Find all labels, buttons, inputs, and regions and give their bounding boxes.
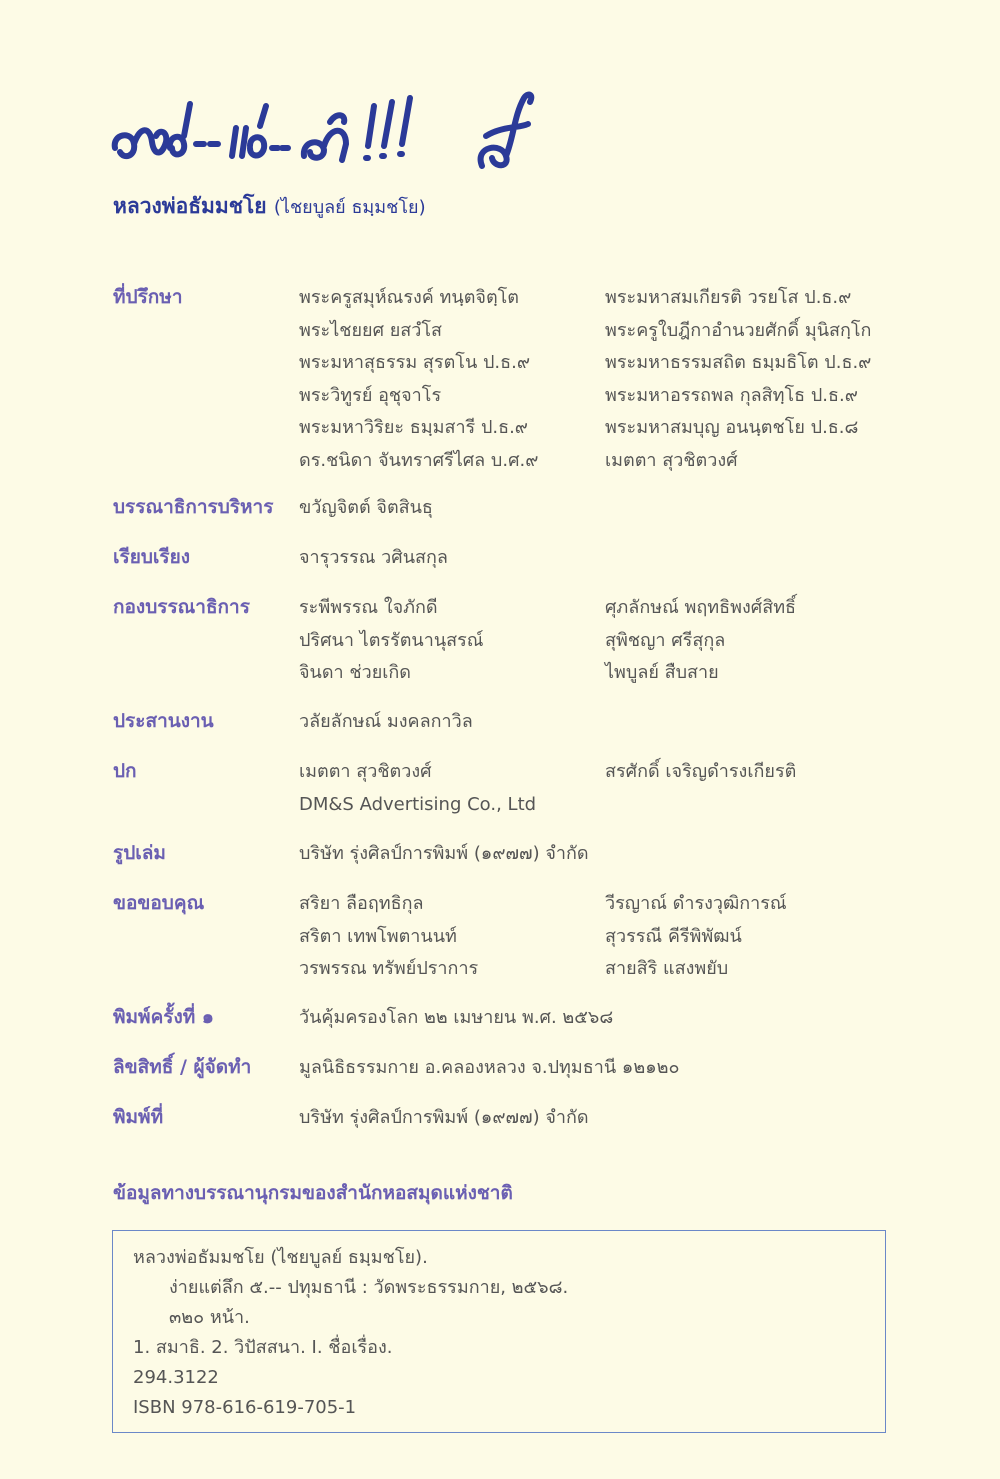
handwritten-title-logo xyxy=(110,86,550,178)
credit-name: สรศักดิ์ เจริญดำรงเกียรติ xyxy=(605,761,797,782)
cip-line: 1. สมาธิ. 2. วิปัสสนา. I. ชื่อเรื่อง. xyxy=(133,1337,393,1358)
cip-line: ง่ายแต่ลึก ๕.-- ปทุมธานี : วัดพระธรรมกาย, ๒๕๖๘. xyxy=(169,1277,569,1298)
credit-name: มูลนิธิธรรมกาย อ.คลองหลวง จ.ปทุมธานี ๑๒๑๒๐ xyxy=(299,1057,680,1078)
credit-name: พระมหาวิริยะ ธมฺมสารี ป.ธ.๙ xyxy=(299,417,528,438)
credit-label: พิมพ์ที่ xyxy=(113,1106,164,1128)
credit-names-left xyxy=(299,706,599,739)
credit-name: เมตตา สุวชิตวงศ์ xyxy=(605,449,738,471)
cip-line: ISBN 978-616-619-705-1 xyxy=(133,1397,357,1418)
credit-label: ขอขอบคุณ xyxy=(113,892,205,914)
author-monastic-name: (ไชยบูลย์ ธมฺมชโย) xyxy=(273,197,426,218)
credit-name: พระมหาสมบุญ อนนฺตชโย ป.ธ.๘ xyxy=(605,417,859,438)
credit-label: เรียบเรียง xyxy=(113,546,191,568)
credit-names-left xyxy=(299,1102,599,1135)
credit-label: กองบรรณาธิการ xyxy=(113,596,250,618)
credit-name: วรพรรณ ทรัพย์ปราการ xyxy=(299,958,479,979)
author-name: หลวงพ่อธัมมชโย xyxy=(113,194,267,218)
credit-name: พระมหาอรรถพล กุลสิทฺโธ ป.ธ.๙ xyxy=(605,384,858,406)
cip-line: ๓๒๐ หน้า. xyxy=(169,1307,250,1328)
credit-label: ปก xyxy=(113,760,137,782)
credit-name: DM&S Advertising Co., Ltd xyxy=(299,793,537,815)
credit-names-left xyxy=(299,756,599,821)
credit-name: ไพบูลย์ สืบสาย xyxy=(605,662,719,683)
credit-name: วันคุ้มครองโลก ๒๒ เมษายน พ.ศ. ๒๕๖๘ xyxy=(299,1007,614,1028)
credit-name: บริษัท รุ่งศิลป์การพิมพ์ (๑๙๗๗) จำกัด xyxy=(299,1107,589,1128)
credit-name: วลัยลักษณ์ มงคลกาวิล xyxy=(299,711,473,732)
cip-line: หลวงพ่อธัมมชโย (ไชยบูลย์ ธมฺมชโย). xyxy=(133,1247,428,1268)
credit-name: สุพิชญา ศรีสุกุล xyxy=(605,629,726,651)
credit-label: บรรณาธิการบริหาร xyxy=(113,496,274,518)
credit-name: พระมหาสุธรรม สุรตโน ป.ธ.๙ xyxy=(299,352,531,373)
credit-name: ปริศนา ไตรรัตนานุสรณ์ xyxy=(299,629,484,651)
credit-name: พระไชยยศ ยสวํโส xyxy=(299,319,443,341)
credit-name: สุวรรณี คีรีพิพัฒน์ xyxy=(605,925,742,947)
credit-name: วีรญาณ์ ดำรงวุฒิการณ์ xyxy=(605,893,787,914)
credit-name: ศุภลักษณ์ พฤทธิพงศ์สิทธิ์ xyxy=(605,597,797,618)
credit-name: พระครูสมุห์ณรงค์ ทนฺตจิตฺโต xyxy=(299,287,519,308)
author-line xyxy=(113,190,426,223)
credit-label: ที่ปรึกษา xyxy=(113,286,183,308)
credit-name: จารุวรรณ วศินสกุล xyxy=(299,547,448,568)
credit-name: สายสิริ แสงพยับ xyxy=(605,958,729,979)
credit-label: รูปเล่ม xyxy=(113,842,166,864)
credit-name: สริยา ลือฤทธิกุล xyxy=(299,893,424,914)
credit-label: พิมพ์ครั้งที่ ๑ xyxy=(113,1006,214,1028)
credit-names-left xyxy=(299,282,599,477)
credit-name: พระมหาธรรมสถิต ธมฺมธิโต ป.ธ.๙ xyxy=(605,352,872,373)
credit-name: พระวิทูรย์ อุชุจาโร xyxy=(299,384,442,406)
credit-label: ประสานงาน xyxy=(113,710,214,732)
credit-names-left xyxy=(299,542,599,575)
credit-names-left xyxy=(299,888,599,986)
credit-name: จินดา ช่วยเกิด xyxy=(299,662,411,683)
credit-name: พระครูใบฎีกาอำนวยศักดิ์ มุนิสกฺโก xyxy=(605,319,872,341)
credit-name: ดร.ชนิดา จันทราศรีไศล บ.ศ.๙ xyxy=(299,449,539,471)
credit-names-left xyxy=(299,492,599,525)
cip-line: 294.3122 xyxy=(133,1367,219,1388)
credit-name: เมตตา สุวชิตวงศ์ xyxy=(299,761,432,782)
cip-heading: ข้อมูลทางบรรณานุกรมของสำนักหอสมุดแห่งชาติ xyxy=(113,1182,513,1204)
credit-name: ขวัญจิตต์ จิตสินธุ xyxy=(299,497,433,518)
credit-names-right xyxy=(605,592,905,690)
credit-names-left xyxy=(299,838,599,871)
credit-name: พระมหาสมเกียรติ วรยโส ป.ธ.๙ xyxy=(605,287,852,308)
credit-name: ระพีพรรณ ใจภักดี xyxy=(299,597,438,618)
credit-names-left xyxy=(299,592,599,690)
credit-names-right xyxy=(605,282,905,477)
credit-label: ลิขสิทธิ์ / ผู้จัดทำ xyxy=(113,1056,252,1078)
credit-name: สริตา เทพโพตานนท์ xyxy=(299,925,457,947)
credit-names-right xyxy=(605,888,905,986)
credit-names-right xyxy=(605,756,905,789)
credit-names-left xyxy=(299,1052,680,1085)
credit-names-left xyxy=(299,1002,614,1035)
cip-record-box xyxy=(112,1230,886,1433)
credit-name: บริษัท รุ่งศิลป์การพิมพ์ (๑๙๗๗) จำกัด xyxy=(299,843,589,864)
